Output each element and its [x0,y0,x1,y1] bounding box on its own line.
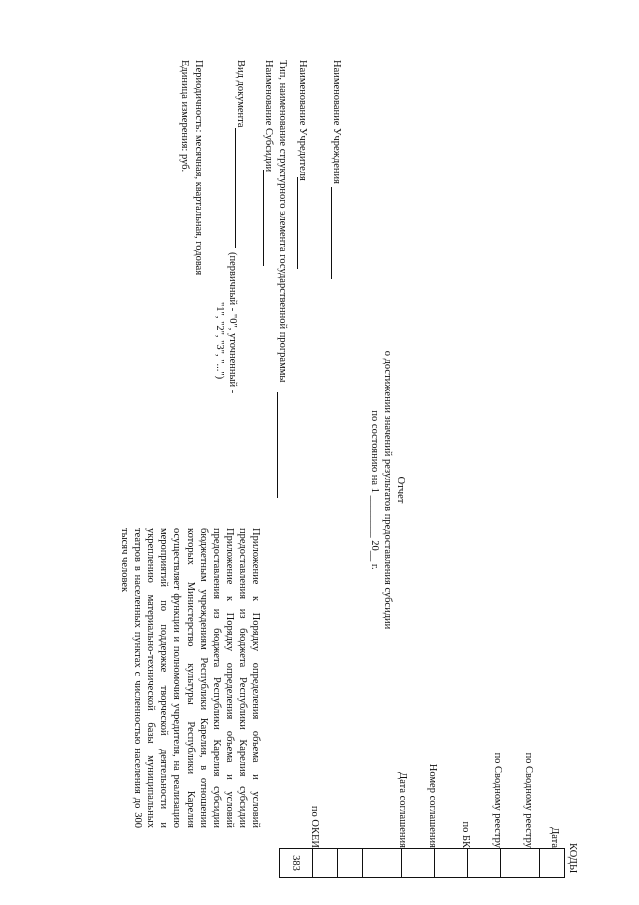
report-date-line: по состоянию на 1 ________ 20__ г. [369,410,380,570]
label-subsidy: Наименование Субсидии [263,60,274,173]
codes-header: КОДЫ [567,843,578,874]
code-label-agreement-number: Номер соглашения [427,763,438,848]
code-label-okei: по ОКЕИ [309,805,320,848]
appendix-note: Приложение к Порядку определения объема и условий предоставления из бюджета Республики Карелия субсидии Приложение к Порядку определения объема и условий предоставления из бюджета Республики Карелия субсидии бюджетным учреждениям Республики Карелия, в отношении которых Министерство культуры Республики Карелия осуществляет функции и полномочия учредителя, на реализацию мероприятий по поддержке творческой деятельности и укреплению материально-технической базы муниципальных театров в населенных пунктах с численностью населения до 300 тысяч человек [119,528,261,828]
subsidy-input-line[interactable] [263,170,264,266]
doc-type-hint-1: (первичный - "0", уточненный - [227,252,238,394]
code-cell-registry-1[interactable] [501,849,540,878]
code-label-registry-2: по Сводному реестру [492,752,503,848]
code-cell-agreement-date[interactable] [363,849,402,878]
label-doc-type: Вид документа [235,60,246,128]
institution-input-line[interactable] [331,187,332,279]
code-label-registry-1: по Сводному реестру [523,752,534,848]
doc-type-hint-2: "1", "2", "3", "...") [214,302,225,380]
code-cell-agreement-number[interactable] [402,849,435,878]
label-program: Тип, наименование структурного элемента государственной программы [277,60,288,383]
codes-table [279,848,565,878]
code-cell-registry-2[interactable] [468,849,501,878]
code-label-date: Дата [549,827,560,848]
report-title: Отчет [395,476,406,504]
code-cell-bk[interactable] [435,849,468,878]
label-periodicity: Периодичность: месячная, квартальная, годовая [193,60,204,276]
code-cell-date[interactable] [540,849,565,878]
code-cell-blank-2[interactable] [313,849,338,878]
code-label-bk: по БК [460,821,471,848]
code-cell-okei[interactable]: 383 [280,849,313,878]
label-unit: Единица измерения: руб. [179,60,190,173]
doc-type-input-line[interactable] [235,128,236,248]
code-label-agreement-date: Дата соглашения [397,772,408,848]
label-institution: Наименование Учреждения [331,60,342,184]
report-subtitle: о достижении значений результатов предоставления субсидии [382,350,393,630]
code-cell-blank-1[interactable] [338,849,363,878]
founder-input-line[interactable] [297,177,298,269]
label-founder: Наименование Учредителя [297,60,308,181]
program-input-line[interactable] [277,392,278,498]
